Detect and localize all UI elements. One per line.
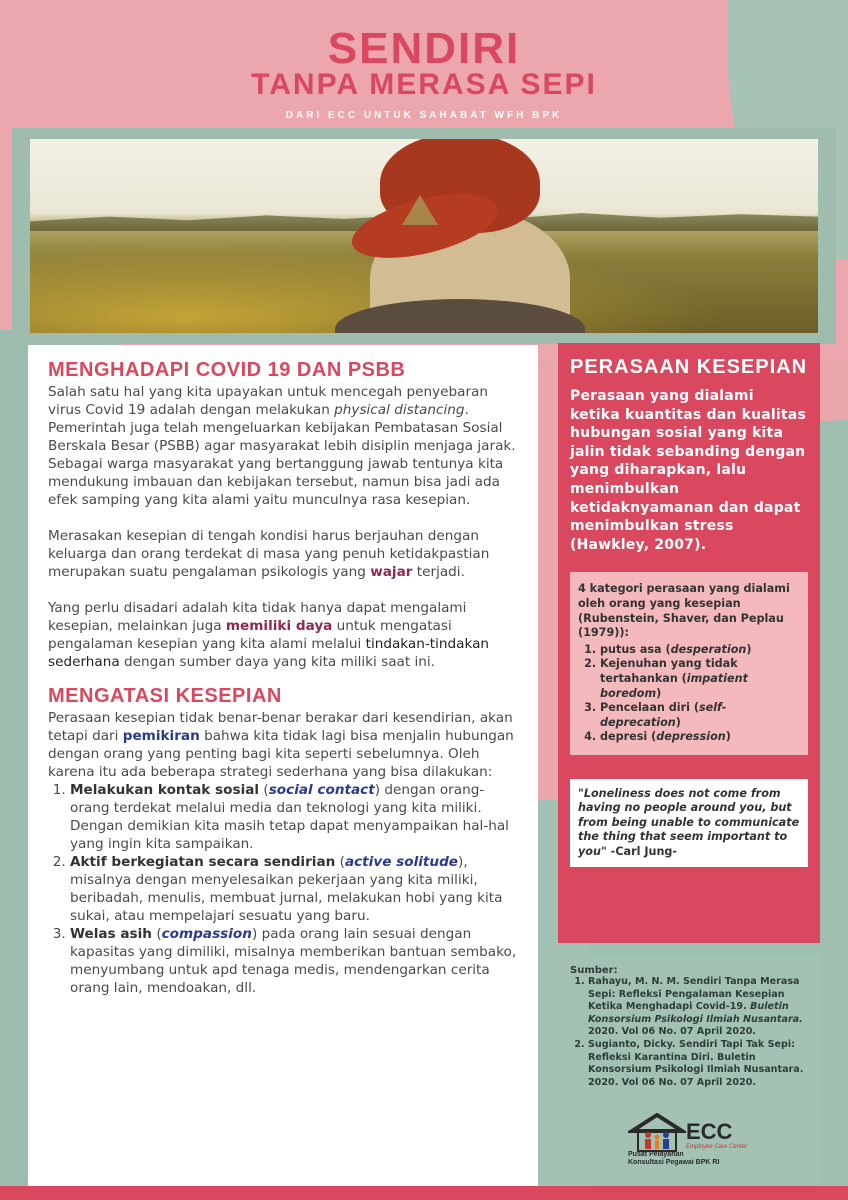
- sources-list: [570, 976, 808, 1089]
- quote: [578, 787, 800, 859]
- list-item: [600, 730, 798, 745]
- cap-patch: [402, 195, 438, 225]
- keyword: memiliki daya: [225, 618, 333, 634]
- text-italic: depression: [656, 730, 726, 744]
- sources-heading: Sumber:: [570, 965, 618, 976]
- section-heading-kesepian: MENGATASI KESEPIAN: [48, 685, 282, 707]
- page-subtitle: TANPA MERASA SEPI: [251, 68, 597, 101]
- sidebar-definition: [558, 343, 820, 943]
- text: ): [374, 782, 381, 798]
- item-english: compassion: [161, 926, 252, 942]
- text: ): [675, 715, 681, 729]
- text: bahwa kita tidak lagi bisa menjalin hubungan dengan orang yang penting bagi kita seperti sebelumnya. Oleh karena itu ada beberapa strategi sederhana yang bisa dilakukan:: [48, 728, 514, 780]
- page-tagline: DARI ECC UNTUK SAHABAT WFH BPK: [285, 110, 563, 121]
- list-item: [70, 925, 522, 997]
- text: terjadi.: [412, 564, 465, 580]
- text: dengan sumber daya yang kita miliki saat ini.: [119, 654, 436, 670]
- text-italic: self-deprecation: [600, 701, 727, 729]
- text-italic: physical distancing: [334, 402, 465, 418]
- text: (: [335, 854, 345, 870]
- item-title: Melakukan kontak sosial: [70, 782, 260, 798]
- paragraph: [48, 599, 522, 671]
- text: Pencelaan diri (: [600, 701, 699, 715]
- item-title: Aktif berkegiatan secara sendirian: [70, 854, 336, 870]
- logo-line: Pusat Pelayanan: [628, 1151, 684, 1158]
- paragraph: [48, 383, 522, 509]
- logo-sub: Employee Care Center: [686, 1144, 748, 1150]
- sidebar-heading: PERASAAN KESEPIAN: [570, 356, 808, 378]
- categories-intro: 4 kategori perasaan yang dialami oleh orang yang kesepian (Rubenstein, Shaver, dan Peplau (1979)):: [578, 582, 790, 640]
- logo-line: Konsultasi Pegawai BPK RI: [628, 1159, 720, 1166]
- quote-author: -Carl Jung-: [606, 844, 678, 858]
- categories-box: [570, 572, 808, 755]
- text: 2020. Vol 06 No. 07 April 2020.: [588, 1026, 757, 1038]
- bottom-bar: [0, 1186, 848, 1200]
- list-item: [70, 781, 522, 853]
- item-title: Welas asih: [70, 926, 152, 942]
- main-article: [28, 345, 538, 1187]
- text: Perasaan kesepian tidak benar-benar berakar dari kesendirian, akan tetapi dari: [48, 710, 513, 744]
- keyword: wajar: [370, 564, 413, 580]
- text: Kejenuhan yang tidak tertahankan (: [600, 657, 738, 685]
- text-italic: Buletin Konsorsium Psikologi Ilmiah Nusantara.: [588, 1001, 803, 1025]
- text: (: [152, 926, 162, 942]
- strategy-list: [48, 781, 522, 997]
- text-italic: impatient boredom: [600, 671, 748, 700]
- text: ): [746, 642, 752, 656]
- source-item: [588, 976, 808, 1039]
- item-english: social contact: [268, 782, 375, 798]
- categories-list: [578, 643, 798, 745]
- item-english: active solitude: [344, 854, 459, 870]
- list-item: [70, 853, 522, 925]
- keyword: tindakan-tindakan sederhana: [48, 636, 490, 670]
- text: depresi (: [600, 730, 657, 744]
- logo-name: ECC: [686, 1119, 733, 1144]
- list-item: [600, 643, 798, 658]
- text: . Pemerintah juga telah mengeluarkan kebijakan Pembatasan Sosial Berskala Besar (PSBB) agar masyarakat lebih disiplin menjaga jarak. Sebagai warga masyarakat yang bertanggung jawab tentunya kita mendukung imbauan dan kebijakan tersebut, namun bisa jadi ada efek samping yang kita alami yaitu munculnya rasa kesepian.: [48, 402, 516, 508]
- hero-photo-frame: [12, 128, 836, 344]
- list-item: [600, 701, 798, 730]
- hero-photo: [30, 139, 818, 333]
- section-heading-covid: MENGHADAPI COVID 19 DAN PSBB: [48, 359, 406, 381]
- keyword: pemikiran: [122, 728, 200, 744]
- page-title: SENDIRI: [327, 24, 521, 73]
- text: Merasakan kesepian di tengah kondisi harus berjauhan dengan keluarga dan orang terdekat di masa yang penuh ketidakpastian merupakan suatu pengalaman psikologis yang: [48, 528, 490, 580]
- text: putus asa (: [600, 642, 671, 656]
- ecc-logo: [628, 1113, 788, 1169]
- house-icon: [628, 1113, 686, 1153]
- text: ): [725, 730, 731, 744]
- text: dengan orang-orang terdekat melalui media dan teknologi yang kita miliki. Dengan demikian kita masih tetap dapat menyampaikan hal-hal yang ingin kita sampaikan.: [70, 782, 509, 852]
- text: ),: [458, 854, 468, 870]
- paragraph: [48, 527, 522, 581]
- text: pada orang lain sesuai dengan kapasitas yang dimiliki, misalnya memberikan bantuan sembako, menyumbang untuk apd tenaga medis, mendengarkan cerita orang lain, mendoakan, dll.: [70, 926, 517, 996]
- definition-text: Perasaan yang dialami ketika kuantitas dan kualitas hubungan sosial yang kita jalin tidak sebanding dengan yang diharapkan, lalu menimbulkan ketidaknyamanan dan dapat menimbulkan stress (Hawkley, 2007).: [570, 388, 806, 553]
- text: (: [259, 782, 269, 798]
- list-item: [600, 657, 798, 701]
- paragraph: [48, 709, 522, 781]
- quote-text: "Loneliness does not come from having no people around you, but from being unable to communicate the thing that seem important to you": [578, 786, 800, 858]
- text: untuk mengatasi pengalaman kesepian yang kita alami melalui: [48, 618, 452, 652]
- text-italic: desperation: [670, 642, 747, 656]
- text: Rahayu, M. N. M. Sendiri Tanpa Merasa Sepi: Refleksi Pengalaman Kesepian Ketika Menghadapi Covid-19.: [588, 976, 800, 1013]
- text: misalnya dengan menyelesaikan pekerjaan yang kita miliki, beribadah, menulis, membuat jurnal, melakukan hobi yang kita sukai, atau mempelajari sesuatu yang baru.: [70, 872, 503, 924]
- text: ): [251, 926, 258, 942]
- text: Salah satu hal yang kita upayakan untuk mencegah penyebaran virus Covid 19 adalah dengan melakukan: [48, 384, 488, 418]
- sources-box: [558, 955, 820, 1185]
- quote-box: [570, 779, 808, 867]
- source-item: [588, 1039, 808, 1089]
- text: Sugianto, Dicky. Sendiri Tapi Tak Sepi: Refleksi Karantina Diri. Buletin Konsorsium Psikologi Ilmiah Nusantara. 2020. Vol 06 No. 07 April 2020.: [588, 1038, 804, 1088]
- text: Yang perlu disadari adalah kita tidak hanya dapat mengalami kesepian, melainkan juga: [48, 600, 467, 634]
- text: ): [656, 686, 662, 700]
